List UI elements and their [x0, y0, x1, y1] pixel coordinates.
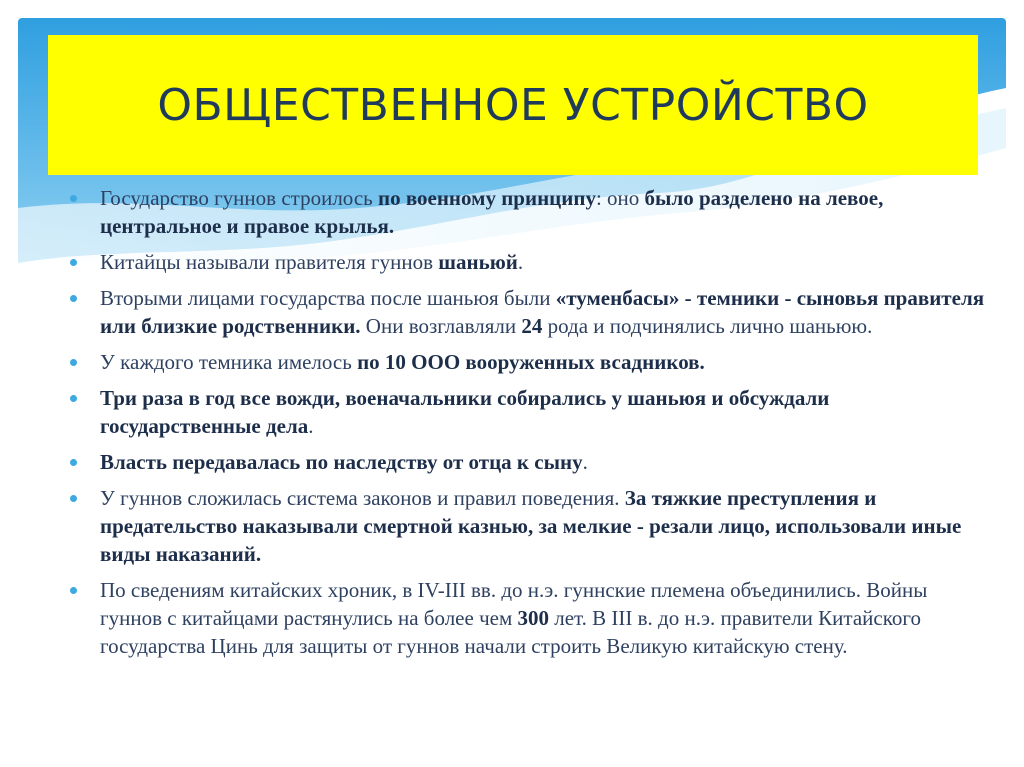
bullet-dot-icon: [70, 259, 77, 266]
bullet-item: Власть передавалась по наследству от отца к сыну.: [68, 448, 988, 476]
bullet-dot-icon: [70, 195, 77, 202]
bullet-dot-icon: [70, 395, 77, 402]
bullet-item: Китайцы называли правителя гуннов шаньюй.: [68, 248, 988, 276]
bullet-list: [68, 184, 988, 668]
bullet-dot-icon: [70, 295, 77, 302]
bullet-item: Три раза в год все вожди, военачальники собирались у шаньюя и обсуждали государственные дела.: [68, 384, 988, 440]
bullet-item: У гуннов сложилась система законов и правил поведения. За тяжкие преступления и предательство наказывали смертной казнью, за мелкие - резали лицо, использовали иные виды наказаний.: [68, 484, 988, 568]
bullet-dot-icon: [70, 587, 77, 594]
bullet-item: Вторыми лицами государства после шаньюя были «туменбасы» - темники - сыновья правителя или близкие родственники. Они возглавляли 24 рода и подчинялись лично шаньюю.: [68, 284, 988, 340]
bullet-item: По сведениям китайских хроник, в IV-III вв. до н.э. гуннские племена объединились. Войны гуннов с китайцами растянулись на более чем 300 лет. В III в. до н.э. правители Китайского государства Цинь для защиты от гуннов начали строить Великую китайскую стену.: [68, 576, 988, 660]
bullet-dot-icon: [70, 459, 77, 466]
bullet-item: Государство гуннов строилось по военному принципу: оно было разделено на левое, центральное и правое крылья.: [68, 184, 988, 240]
bullet-item: У каждого темника имелось по 10 ООО вооруженных всадников.: [68, 348, 988, 376]
title-banner: [48, 35, 978, 175]
slide: [18, 18, 1006, 767]
bullet-dot-icon: [70, 495, 77, 502]
slide-title: ОБЩЕСТВЕННОЕ УСТРОЙСТВО: [157, 79, 869, 131]
bullet-dot-icon: [70, 359, 77, 366]
